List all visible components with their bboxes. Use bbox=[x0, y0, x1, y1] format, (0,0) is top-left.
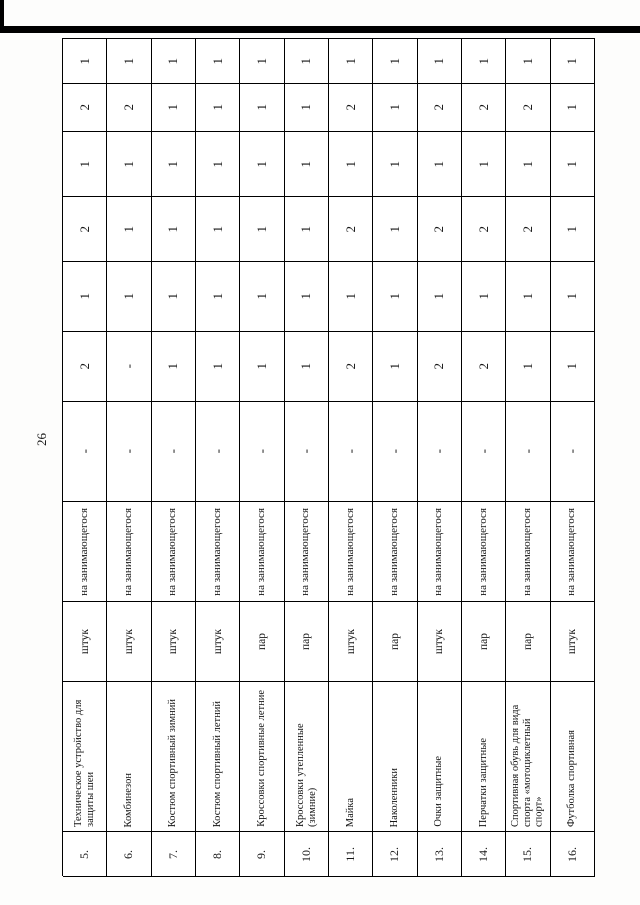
row-number-cell-text: 16. bbox=[564, 846, 579, 862]
per-unit-cell bbox=[462, 502, 506, 602]
value-cell-text: 1 bbox=[76, 293, 92, 300]
item-name-cell bbox=[240, 682, 284, 832]
value-cell bbox=[418, 197, 462, 262]
value-cell bbox=[506, 39, 550, 84]
per-unit-cell-text: на занимающегося bbox=[299, 507, 312, 596]
value-cell bbox=[63, 39, 107, 84]
value-cell-text: 2 bbox=[431, 225, 447, 233]
dash-cell bbox=[551, 402, 595, 502]
dash-cell-text: - bbox=[475, 449, 491, 454]
value-cell bbox=[285, 39, 329, 84]
value-cell-text: 2 bbox=[342, 104, 358, 111]
value-cell-text: 1 bbox=[475, 293, 491, 300]
unit-cell-text: пар bbox=[300, 632, 313, 650]
dash-cell bbox=[240, 402, 284, 502]
per-unit-cell-text: на занимающегося bbox=[565, 507, 578, 596]
row-number-cell bbox=[285, 832, 329, 877]
item-name-cell bbox=[373, 682, 417, 832]
value-cell bbox=[373, 84, 417, 132]
row-number-cell-text: 5. bbox=[77, 849, 92, 859]
per-unit-cell bbox=[152, 502, 196, 602]
value-cell-text: 1 bbox=[253, 293, 269, 300]
dash-cell bbox=[462, 402, 506, 502]
value-cell bbox=[329, 332, 373, 402]
value-cell-text: 1 bbox=[298, 160, 314, 168]
dash-cell bbox=[152, 402, 196, 502]
value-cell-text: 1 bbox=[342, 293, 358, 300]
item-name-cell-text: Наколенники bbox=[389, 767, 401, 827]
unit-cell bbox=[196, 602, 240, 682]
value-cell-text: 2 bbox=[76, 104, 92, 111]
value-cell bbox=[551, 197, 595, 262]
value-cell bbox=[196, 39, 240, 84]
value-cell bbox=[506, 332, 550, 402]
item-name-cell-text: Кроссовки спортивные летние bbox=[256, 690, 268, 827]
per-unit-cell bbox=[285, 502, 329, 602]
value-cell bbox=[418, 39, 462, 84]
per-unit-cell-text: на занимающегося bbox=[210, 507, 223, 596]
item-name-cell-text: Футболка спортивная bbox=[566, 730, 578, 827]
dash-cell-text: - bbox=[209, 449, 225, 454]
per-unit-cell bbox=[63, 502, 107, 602]
dash-cell bbox=[329, 402, 373, 502]
value-cell-text: 1 bbox=[519, 160, 535, 168]
per-unit-cell bbox=[329, 502, 373, 602]
value-cell-text: 1 bbox=[165, 293, 181, 300]
value-cell bbox=[373, 262, 417, 332]
value-cell bbox=[462, 84, 506, 132]
value-cell-text: 1 bbox=[120, 57, 136, 65]
item-name-cell-text: Костюм спортивный летний bbox=[211, 700, 223, 827]
value-cell-text: 2 bbox=[76, 363, 92, 370]
value-cell bbox=[373, 197, 417, 262]
value-cell-text: 1 bbox=[519, 293, 535, 300]
value-cell bbox=[107, 197, 151, 262]
row-number-cell-text: 8. bbox=[210, 849, 225, 859]
dash-cell bbox=[373, 402, 417, 502]
unit-cell-text: штук bbox=[344, 628, 357, 655]
value-cell bbox=[462, 39, 506, 84]
value-cell-text: 1 bbox=[209, 104, 225, 111]
value-cell bbox=[107, 262, 151, 332]
per-unit-cell bbox=[240, 502, 284, 602]
dash-cell bbox=[506, 402, 550, 502]
item-name-cell bbox=[63, 682, 107, 832]
row-number-cell-text: 12. bbox=[387, 846, 402, 862]
value-cell-text: 1 bbox=[564, 225, 580, 233]
dash-cell-text: - bbox=[519, 449, 535, 454]
value-cell-text: 2 bbox=[120, 104, 136, 111]
row-number-cell-text: 14. bbox=[476, 846, 491, 862]
value-cell bbox=[285, 84, 329, 132]
value-cell-text: 1 bbox=[209, 363, 225, 370]
dash-cell-text: - bbox=[564, 449, 580, 454]
row-number-cell bbox=[506, 832, 550, 877]
value-cell-text: 2 bbox=[342, 225, 358, 233]
value-cell bbox=[418, 84, 462, 132]
unit-cell bbox=[329, 602, 373, 682]
value-cell bbox=[551, 39, 595, 84]
per-unit-cell-text: на занимающегося bbox=[122, 507, 135, 596]
value-cell bbox=[285, 332, 329, 402]
per-unit-cell bbox=[107, 502, 151, 602]
unit-cell bbox=[107, 602, 151, 682]
per-unit-cell-text: на занимающегося bbox=[255, 507, 268, 596]
value-cell-text: 1 bbox=[253, 160, 269, 168]
value-cell-text: 2 bbox=[475, 225, 491, 233]
value-cell-text: 1 bbox=[209, 293, 225, 300]
value-cell bbox=[462, 197, 506, 262]
unit-cell-text: штук bbox=[78, 628, 91, 655]
value-cell bbox=[196, 84, 240, 132]
unit-cell-text: штук bbox=[211, 628, 224, 655]
item-name-cell bbox=[551, 682, 595, 832]
value-cell bbox=[107, 132, 151, 197]
page-number: 26 bbox=[34, 433, 49, 447]
value-cell bbox=[240, 332, 284, 402]
unit-cell-text: штук bbox=[433, 628, 446, 655]
value-cell-text: 1 bbox=[120, 225, 136, 233]
unit-cell-text: штук bbox=[566, 628, 579, 655]
value-cell bbox=[196, 332, 240, 402]
value-cell bbox=[329, 84, 373, 132]
unit-cell bbox=[152, 602, 196, 682]
value-cell bbox=[152, 332, 196, 402]
value-cell-text: 1 bbox=[386, 57, 402, 65]
value-cell-text: 2 bbox=[431, 363, 447, 370]
value-cell-text: 1 bbox=[386, 225, 402, 233]
per-unit-cell-text: на занимающегося bbox=[388, 507, 401, 596]
item-name-cell bbox=[107, 682, 151, 832]
value-cell-text: 1 bbox=[298, 104, 314, 111]
value-cell bbox=[152, 262, 196, 332]
value-cell-text: 2 bbox=[475, 104, 491, 111]
value-cell bbox=[462, 332, 506, 402]
unit-cell-text: пар bbox=[255, 632, 268, 650]
value-cell-text: 1 bbox=[253, 57, 269, 65]
value-cell bbox=[107, 39, 151, 84]
row-number-cell bbox=[107, 832, 151, 877]
value-cell-text: 2 bbox=[519, 225, 535, 233]
per-unit-cell-text: на занимающегося bbox=[432, 507, 445, 596]
value-cell-text: 1 bbox=[342, 57, 358, 65]
value-cell-text: 1 bbox=[386, 104, 402, 111]
per-unit-cell-text: на занимающегося bbox=[343, 507, 356, 596]
row-number-cell bbox=[551, 832, 595, 877]
value-cell bbox=[63, 197, 107, 262]
scan-artifact-top-bar bbox=[0, 26, 640, 33]
value-cell-text: 1 bbox=[431, 57, 447, 65]
unit-cell bbox=[418, 602, 462, 682]
value-cell bbox=[152, 84, 196, 132]
item-name-cell bbox=[152, 682, 196, 832]
per-unit-cell bbox=[506, 502, 550, 602]
row-number-cell-text: 11. bbox=[343, 846, 358, 862]
value-cell bbox=[551, 84, 595, 132]
row-number-cell bbox=[329, 832, 373, 877]
value-cell bbox=[329, 39, 373, 84]
unit-cell-text: пар bbox=[477, 632, 490, 650]
unit-cell-text: штук bbox=[167, 628, 180, 655]
dash-cell bbox=[63, 402, 107, 502]
per-unit-cell bbox=[196, 502, 240, 602]
item-name-cell bbox=[506, 682, 550, 832]
row-number-cell-text: 6. bbox=[121, 849, 136, 859]
value-cell bbox=[506, 84, 550, 132]
item-name-cell bbox=[196, 682, 240, 832]
value-cell bbox=[462, 262, 506, 332]
value-cell bbox=[152, 197, 196, 262]
value-cell-text: 1 bbox=[386, 293, 402, 300]
value-cell-text: 1 bbox=[253, 363, 269, 370]
value-cell bbox=[63, 262, 107, 332]
value-cell-text: 2 bbox=[342, 363, 358, 370]
dash-cell bbox=[107, 402, 151, 502]
value-cell-text: 1 bbox=[519, 363, 535, 370]
row-number-cell-text: 7. bbox=[165, 849, 180, 859]
row-number-cell-text: 15. bbox=[520, 846, 535, 862]
value-cell-text: 1 bbox=[431, 160, 447, 168]
value-cell bbox=[506, 197, 550, 262]
unit-cell bbox=[506, 602, 550, 682]
value-cell-text: - bbox=[120, 364, 136, 369]
value-cell-text: 1 bbox=[165, 160, 181, 168]
value-cell bbox=[240, 132, 284, 197]
value-cell bbox=[152, 39, 196, 84]
per-unit-cell bbox=[418, 502, 462, 602]
value-cell-text: 1 bbox=[76, 57, 92, 65]
value-cell bbox=[63, 132, 107, 197]
row-number-cell-text: 9. bbox=[254, 849, 269, 859]
value-cell-text: 1 bbox=[298, 363, 314, 370]
value-cell-text: 1 bbox=[475, 57, 491, 65]
value-cell-text: 2 bbox=[475, 363, 491, 370]
value-cell-text: 2 bbox=[519, 104, 535, 111]
item-name-cell bbox=[285, 682, 329, 832]
row-number-cell bbox=[240, 832, 284, 877]
dash-cell bbox=[285, 402, 329, 502]
per-unit-cell-text: на занимающегося bbox=[77, 507, 90, 596]
item-name-cell-text: Перчатки защитные bbox=[477, 737, 489, 827]
value-cell bbox=[418, 262, 462, 332]
item-name-cell bbox=[329, 682, 373, 832]
per-unit-cell bbox=[551, 502, 595, 602]
value-cell-text: 1 bbox=[564, 104, 580, 111]
unit-cell bbox=[63, 602, 107, 682]
value-cell bbox=[240, 197, 284, 262]
value-cell bbox=[240, 84, 284, 132]
value-cell-text: 1 bbox=[519, 57, 535, 65]
row-number-cell-text: 13. bbox=[431, 846, 446, 862]
dash-cell-text: - bbox=[298, 449, 314, 454]
value-cell-text: 1 bbox=[165, 363, 181, 370]
value-cell-text: 1 bbox=[120, 293, 136, 300]
per-unit-cell bbox=[373, 502, 417, 602]
row-number-cell bbox=[196, 832, 240, 877]
value-cell bbox=[373, 132, 417, 197]
value-cell-text: 1 bbox=[298, 57, 314, 65]
value-cell-text: 1 bbox=[475, 160, 491, 168]
value-cell-text: 1 bbox=[209, 57, 225, 65]
unit-cell bbox=[551, 602, 595, 682]
value-cell-text: 1 bbox=[253, 225, 269, 233]
dash-cell-text: - bbox=[76, 449, 92, 454]
value-cell bbox=[152, 132, 196, 197]
per-unit-cell-text: на занимающегося bbox=[521, 507, 534, 596]
unit-cell bbox=[373, 602, 417, 682]
value-cell bbox=[551, 262, 595, 332]
value-cell-text: 1 bbox=[209, 160, 225, 168]
unit-cell bbox=[240, 602, 284, 682]
value-cell bbox=[196, 262, 240, 332]
value-cell-text: 1 bbox=[342, 160, 358, 168]
value-cell bbox=[329, 132, 373, 197]
value-cell-text: 2 bbox=[431, 104, 447, 111]
value-cell bbox=[107, 332, 151, 402]
value-cell-text: 1 bbox=[298, 293, 314, 300]
value-cell-text: 1 bbox=[298, 225, 314, 233]
dash-cell bbox=[196, 402, 240, 502]
value-cell bbox=[551, 332, 595, 402]
unit-cell-text: штук bbox=[122, 628, 135, 655]
value-cell bbox=[551, 132, 595, 197]
value-cell bbox=[418, 332, 462, 402]
item-name-cell-text: Техническое устройство для защиты шеи bbox=[72, 699, 96, 827]
value-cell bbox=[63, 332, 107, 402]
item-name-cell-text: Спортивная обувь для вида спорта «мотоциклетный спорт» bbox=[510, 704, 545, 827]
row-number-cell-text: 10. bbox=[298, 846, 313, 862]
value-cell-text: 1 bbox=[564, 160, 580, 168]
value-cell bbox=[373, 39, 417, 84]
item-name-cell bbox=[462, 682, 506, 832]
value-cell bbox=[418, 132, 462, 197]
norms-table bbox=[62, 38, 595, 876]
item-name-cell-text: Комбинезон bbox=[123, 772, 135, 827]
value-cell-text: 1 bbox=[253, 104, 269, 111]
value-cell bbox=[506, 132, 550, 197]
dash-cell-text: - bbox=[253, 449, 269, 454]
dash-cell bbox=[418, 402, 462, 502]
value-cell bbox=[240, 39, 284, 84]
value-cell bbox=[373, 332, 417, 402]
item-name-cell-text: Костюм спортивный зимний bbox=[167, 698, 179, 827]
dash-cell-text: - bbox=[165, 449, 181, 454]
value-cell-text: 1 bbox=[165, 57, 181, 65]
dash-cell-text: - bbox=[120, 449, 136, 454]
row-number-cell bbox=[418, 832, 462, 877]
unit-cell-text: пар bbox=[521, 632, 534, 650]
row-number-cell bbox=[152, 832, 196, 877]
value-cell-text: 2 bbox=[76, 225, 92, 233]
value-cell-text: 1 bbox=[76, 160, 92, 168]
value-cell bbox=[63, 84, 107, 132]
per-unit-cell-text: на занимающегося bbox=[166, 507, 179, 596]
value-cell bbox=[196, 132, 240, 197]
value-cell-text: 1 bbox=[120, 160, 136, 168]
value-cell-text: 1 bbox=[165, 225, 181, 233]
dash-cell-text: - bbox=[386, 449, 402, 454]
value-cell-text: 1 bbox=[386, 160, 402, 168]
value-cell bbox=[506, 262, 550, 332]
value-cell bbox=[462, 132, 506, 197]
unit-cell bbox=[285, 602, 329, 682]
value-cell-text: 1 bbox=[564, 363, 580, 370]
value-cell-text: 1 bbox=[564, 57, 580, 65]
value-cell bbox=[285, 262, 329, 332]
value-cell-text: 1 bbox=[564, 293, 580, 300]
item-name-cell-text: Майка bbox=[344, 797, 356, 827]
value-cell bbox=[329, 262, 373, 332]
item-name-cell bbox=[418, 682, 462, 832]
unit-cell bbox=[462, 602, 506, 682]
value-cell bbox=[329, 197, 373, 262]
item-name-cell-text: Кроссовки утепленные (зимние) bbox=[294, 723, 318, 827]
value-cell bbox=[196, 197, 240, 262]
row-number-cell bbox=[462, 832, 506, 877]
dash-cell-text: - bbox=[342, 449, 358, 454]
value-cell bbox=[240, 262, 284, 332]
value-cell-text: 1 bbox=[386, 363, 402, 370]
scan-artifact-corner bbox=[0, 0, 4, 33]
value-cell-text: 1 bbox=[431, 293, 447, 300]
value-cell bbox=[285, 197, 329, 262]
row-number-cell bbox=[63, 832, 107, 877]
row-number-cell bbox=[373, 832, 417, 877]
value-cell bbox=[107, 84, 151, 132]
per-unit-cell-text: на занимающегося bbox=[476, 507, 489, 596]
value-cell-text: 1 bbox=[209, 225, 225, 233]
value-cell-text: 1 bbox=[165, 104, 181, 111]
unit-cell-text: пар bbox=[388, 632, 401, 650]
value-cell bbox=[285, 132, 329, 197]
item-name-cell-text: Очки защитные bbox=[433, 756, 445, 827]
dash-cell-text: - bbox=[431, 449, 447, 454]
